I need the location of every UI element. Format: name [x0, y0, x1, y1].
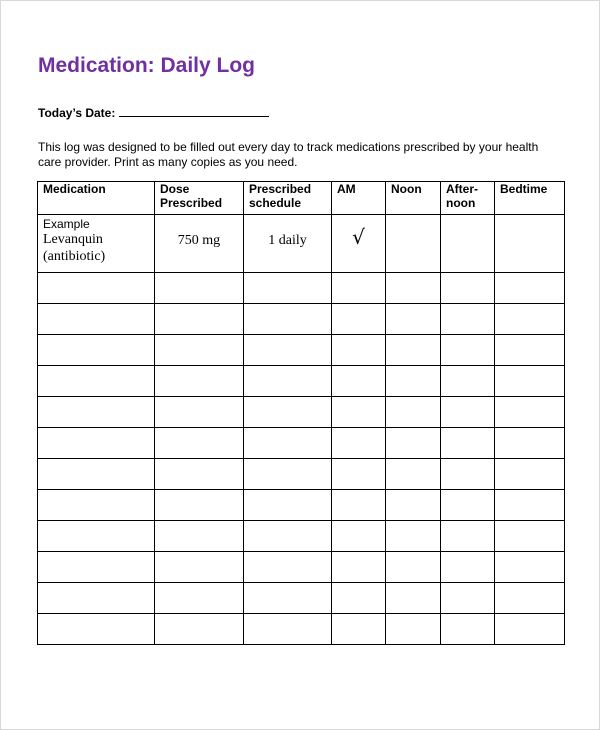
table-row — [38, 273, 565, 304]
log-cell-afternoon[interactable] — [441, 335, 495, 366]
log-cell-schedule[interactable] — [244, 583, 332, 614]
header-medication: Medication — [38, 182, 155, 215]
log-cell-am[interactable] — [332, 397, 386, 428]
log-cell-schedule[interactable] — [244, 335, 332, 366]
log-cell-noon[interactable] — [386, 459, 441, 490]
log-cell-medication[interactable] — [38, 552, 155, 583]
log-cell-bedtime[interactable] — [495, 335, 565, 366]
log-cell-am[interactable] — [332, 273, 386, 304]
log-cell-bedtime[interactable] — [495, 552, 565, 583]
log-cell-am[interactable] — [332, 459, 386, 490]
log-cell-bedtime[interactable] — [495, 304, 565, 335]
log-cell-noon[interactable] — [386, 304, 441, 335]
log-cell-bedtime[interactable] — [495, 273, 565, 304]
table-header-row — [38, 182, 565, 215]
log-cell-am[interactable] — [332, 335, 386, 366]
table-row — [38, 366, 565, 397]
intro-paragraph: This log was designed to be filled out every day to track medications prescribed by your health care provider. Print as many copies as you need. — [38, 140, 539, 169]
log-cell-afternoon[interactable] — [441, 583, 495, 614]
log-cell-bedtime[interactable] — [495, 366, 565, 397]
log-cell-noon[interactable] — [386, 521, 441, 552]
log-cell-medication[interactable] — [38, 459, 155, 490]
table-row — [38, 397, 565, 428]
table-row — [38, 521, 565, 552]
example-am-cell — [332, 215, 386, 273]
log-cell-dose[interactable] — [155, 397, 244, 428]
example-noon-cell — [386, 215, 441, 273]
log-cell-dose[interactable] — [155, 366, 244, 397]
example-afternoon-cell — [441, 215, 495, 273]
log-cell-afternoon[interactable] — [441, 614, 495, 645]
page-title: Medication: Daily Log — [38, 54, 256, 77]
table-row — [38, 304, 565, 335]
table-row — [38, 428, 565, 459]
log-cell-am[interactable] — [332, 552, 386, 583]
log-cell-am[interactable] — [332, 490, 386, 521]
table-row — [38, 335, 565, 366]
log-cell-dose[interactable] — [155, 273, 244, 304]
log-cell-afternoon[interactable] — [441, 428, 495, 459]
example-bedtime-cell — [495, 215, 565, 273]
log-cell-bedtime[interactable] — [495, 490, 565, 521]
log-cell-noon[interactable] — [386, 552, 441, 583]
log-cell-medication[interactable] — [38, 583, 155, 614]
table-row — [38, 614, 565, 645]
log-cell-schedule[interactable] — [244, 490, 332, 521]
log-cell-noon[interactable] — [386, 490, 441, 521]
log-cell-afternoon[interactable] — [441, 552, 495, 583]
log-cell-am[interactable] — [332, 521, 386, 552]
log-cell-medication[interactable] — [38, 614, 155, 645]
example-dose-cell: 750 mg — [155, 215, 244, 273]
log-cell-schedule[interactable] — [244, 614, 332, 645]
log-cell-bedtime[interactable] — [495, 428, 565, 459]
log-cell-schedule[interactable] — [244, 428, 332, 459]
log-cell-noon[interactable] — [386, 583, 441, 614]
log-cell-bedtime[interactable] — [495, 459, 565, 490]
log-cell-schedule[interactable] — [244, 521, 332, 552]
header-afternoon: After- noon — [441, 182, 495, 215]
log-cell-dose[interactable] — [155, 583, 244, 614]
log-cell-bedtime[interactable] — [495, 521, 565, 552]
log-cell-medication[interactable] — [38, 273, 155, 304]
log-cell-am[interactable] — [332, 614, 386, 645]
log-cell-schedule[interactable] — [244, 366, 332, 397]
log-cell-am[interactable] — [332, 428, 386, 459]
log-cell-medication[interactable] — [38, 304, 155, 335]
date-fill-line — [119, 105, 269, 117]
date-label: Today’s Date: — [38, 106, 116, 120]
log-cell-dose[interactable] — [155, 335, 244, 366]
log-cell-dose[interactable] — [155, 614, 244, 645]
log-cell-medication[interactable] — [38, 521, 155, 552]
log-cell-dose[interactable] — [155, 304, 244, 335]
example-drug-name: Levanquin — [43, 232, 103, 247]
log-cell-schedule[interactable] — [244, 273, 332, 304]
example-medication-cell — [38, 215, 155, 273]
log-cell-medication[interactable] — [38, 335, 155, 366]
log-cell-medication[interactable] — [38, 428, 155, 459]
log-cell-noon[interactable] — [386, 397, 441, 428]
todays-date-line — [38, 105, 269, 120]
header-dose-prescribed: Dose Prescribed — [155, 182, 244, 215]
log-cell-dose[interactable] — [155, 428, 244, 459]
log-cell-noon[interactable] — [386, 335, 441, 366]
log-cell-afternoon[interactable] — [441, 304, 495, 335]
log-cell-dose[interactable] — [155, 490, 244, 521]
log-cell-afternoon[interactable] — [441, 366, 495, 397]
log-cell-dose[interactable] — [155, 521, 244, 552]
table-row — [38, 490, 565, 521]
log-cell-medication[interactable] — [38, 397, 155, 428]
header-prescribed-schedule: Prescribed schedule — [244, 182, 332, 215]
log-cell-noon[interactable] — [386, 614, 441, 645]
log-cell-am[interactable] — [332, 304, 386, 335]
log-cell-am[interactable] — [332, 583, 386, 614]
log-cell-noon[interactable] — [386, 273, 441, 304]
log-cell-am[interactable] — [332, 366, 386, 397]
log-cell-dose[interactable] — [155, 459, 244, 490]
example-label: Example — [43, 217, 90, 231]
table-row — [38, 459, 565, 490]
checkmark: √ — [352, 225, 365, 249]
header-bedtime: Bedtime — [495, 182, 565, 215]
example-row — [38, 215, 565, 273]
log-cell-bedtime[interactable] — [495, 397, 565, 428]
log-cell-afternoon[interactable] — [441, 459, 495, 490]
log-cell-medication[interactable] — [38, 490, 155, 521]
medication-log-table — [37, 181, 565, 645]
log-cell-noon[interactable] — [386, 366, 441, 397]
example-schedule-cell: 1 daily — [244, 215, 332, 273]
log-cell-schedule[interactable] — [244, 397, 332, 428]
log-cell-medication[interactable] — [38, 366, 155, 397]
log-cell-afternoon[interactable] — [441, 397, 495, 428]
log-cell-schedule[interactable] — [244, 304, 332, 335]
table-row — [38, 583, 565, 614]
example-drug-type: (antibiotic) — [43, 249, 106, 264]
log-cell-dose[interactable] — [155, 552, 244, 583]
log-cell-afternoon[interactable] — [441, 521, 495, 552]
log-cell-schedule[interactable] — [244, 459, 332, 490]
header-noon: Noon — [386, 182, 441, 215]
log-cell-schedule[interactable] — [244, 552, 332, 583]
log-cell-afternoon[interactable] — [441, 273, 495, 304]
log-cell-noon[interactable] — [386, 428, 441, 459]
header-am: AM — [332, 182, 386, 215]
table-row — [38, 552, 565, 583]
log-cell-afternoon[interactable] — [441, 490, 495, 521]
log-cell-bedtime[interactable] — [495, 614, 565, 645]
log-cell-bedtime[interactable] — [495, 583, 565, 614]
